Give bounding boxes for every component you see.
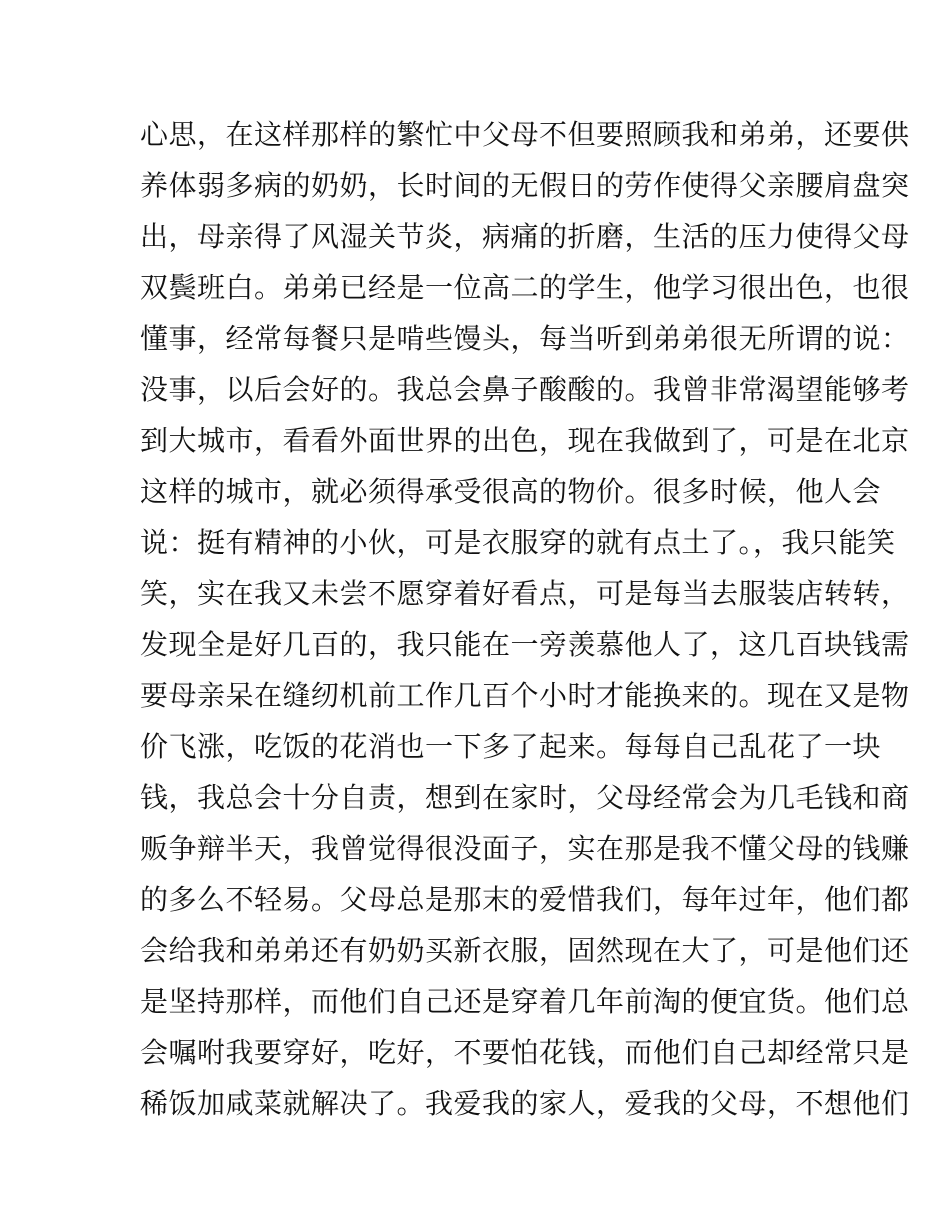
text-line: 发现全是好几百的，我只能在一旁羡慕他人了，这几百块钱需 <box>140 628 910 661</box>
text-line: 养体弱多病的奶奶，长时间的无假日的劳作使得父亲腰肩盘突 <box>140 169 910 202</box>
text-line: 要母亲呆在缝纫机前工作几百个小时才能换来的。现在又是物 <box>140 679 910 712</box>
text-line: 这样的城市，就必须得承受很高的物价。很多时候，他人会 <box>140 475 882 508</box>
text-line: 是坚持那样，而他们自己还是穿着几年前淘的便宜货。他们总 <box>140 985 910 1018</box>
body-text <box>140 109 910 1129</box>
text-line: 双鬓班白。弟弟已经是一位高二的学生，他学习很出色，也很 <box>140 271 910 304</box>
text-line: 会嘱咐我要穿好，吃好，不要怕花钱，而他们自己却经常只是 <box>140 1036 910 1069</box>
text-line: 笑，实在我又未尝不愿穿着好看点，可是每当去服装店转转， <box>140 577 910 610</box>
text-line: 稀饭加咸菜就解决了。我爱我的家人，爱我的父母，不想他们 <box>140 1087 910 1120</box>
text-line: 懂事，经常每餐只是啃些馒头，每当听到弟弟很无所谓的说： <box>140 322 910 355</box>
text-line: 没事，以后会好的。我总会鼻子酸酸的。我曾非常渴望能够考 <box>140 373 910 406</box>
text-line: 价飞涨，吃饭的花消也一下多了起来。每每自己乱花了一块 <box>140 730 882 763</box>
text-line: 出，母亲得了风湿关节炎，病痛的折磨，生活的压力使得父母 <box>140 220 910 253</box>
text-line: 说：挺有精神的小伙，可是衣服穿的就有点土了。，我只能笑 <box>140 526 896 559</box>
text-line: 钱，我总会十分自责，想到在家时，父母经常会为几毛钱和商 <box>140 781 910 814</box>
text-line: 心思，在这样那样的繁忙中父母不但要照顾我和弟弟，还要供 <box>140 118 910 151</box>
text-line: 贩争辩半天，我曾觉得很没面子，实在那是我不懂父母的钱赚 <box>140 832 910 865</box>
text-line: 到大城市，看看外面世界的出色，现在我做到了，可是在北京 <box>140 424 910 457</box>
text-line: 会给我和弟弟还有奶奶买新衣服，固然现在大了，可是他们还 <box>140 934 910 967</box>
text-line: 的多么不轻易。父母总是那末的爱惜我们，每年过年，他们都 <box>140 883 910 916</box>
